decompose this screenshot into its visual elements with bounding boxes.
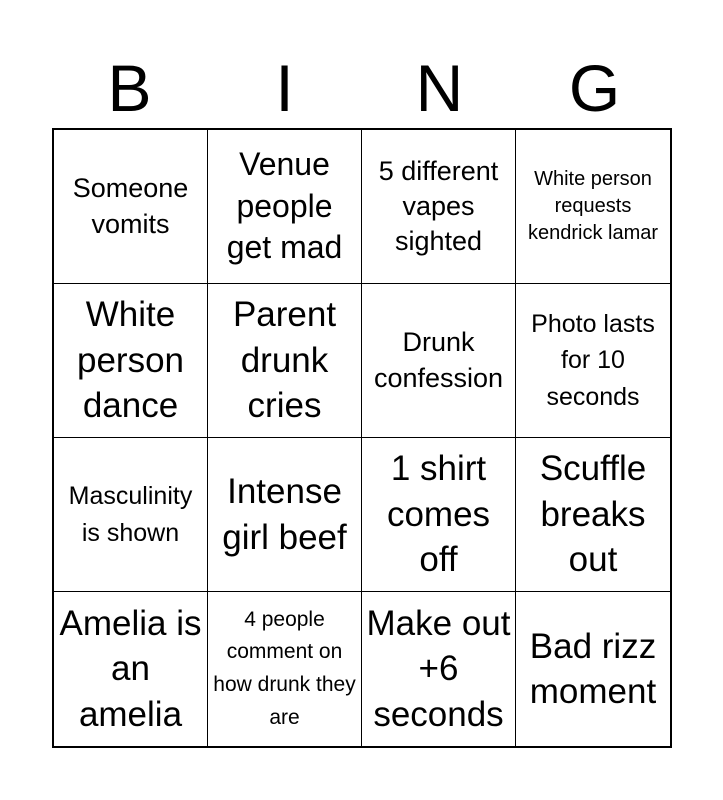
- header-letter-i: I: [275, 51, 294, 125]
- cell-label: White person requests kendrick lamar: [527, 168, 659, 244]
- cell-label: Masculinity is shown: [68, 482, 193, 547]
- bingo-header: [52, 48, 672, 128]
- cell-label: Venue people get mad: [226, 146, 343, 266]
- bingo-cell-r3c4[interactable]: [516, 438, 670, 592]
- bingo-cell-r3c3[interactable]: [362, 438, 516, 592]
- bingo-cell-r1c2[interactable]: [208, 130, 362, 284]
- bingo-cell-r4c3[interactable]: [362, 592, 516, 746]
- cell-label: Parent drunk cries: [232, 295, 337, 426]
- cell-label: Bad rizz moment: [529, 626, 657, 711]
- bingo-cell-r2c3[interactable]: [362, 284, 516, 438]
- cell-label: 5 different vapes sighted: [378, 155, 499, 257]
- cell-label: Amelia is an amelia: [59, 603, 202, 734]
- bingo-cell-r2c4[interactable]: [516, 284, 670, 438]
- bingo-cell-r1c3[interactable]: [362, 130, 516, 284]
- cell-label: Drunk confession: [373, 327, 504, 393]
- bingo-board: [52, 128, 672, 748]
- header-letter-n: N: [415, 51, 464, 125]
- cell-label: Photo lasts for 10 seconds: [531, 310, 655, 411]
- bingo-cell-r1c4[interactable]: [516, 130, 670, 284]
- bingo-cell-r4c1[interactable]: [54, 592, 208, 746]
- bingo-cell-r3c2[interactable]: [208, 438, 362, 592]
- header-letter-b: B: [107, 51, 152, 125]
- cell-label: 4 people comment on how drunk they are: [213, 607, 356, 729]
- bingo-cell-r1c1[interactable]: [54, 130, 208, 284]
- cell-label: Intense girl beef: [222, 472, 347, 557]
- cell-label: 1 shirt comes off: [386, 449, 491, 580]
- cell-label: Scuffle breaks out: [539, 449, 647, 580]
- bingo-cell-r2c2[interactable]: [208, 284, 362, 438]
- cell-label: Make out +6 seconds: [366, 603, 511, 734]
- cell-label: Someone vomits: [72, 173, 189, 239]
- bingo-cell-r4c4[interactable]: [516, 592, 670, 746]
- bingo-cell-r2c1[interactable]: [54, 284, 208, 438]
- bingo-cell-r3c1[interactable]: [54, 438, 208, 592]
- cell-label: White person dance: [76, 295, 185, 426]
- header-letter-g: G: [568, 51, 621, 125]
- bingo-cell-r4c2[interactable]: [208, 592, 362, 746]
